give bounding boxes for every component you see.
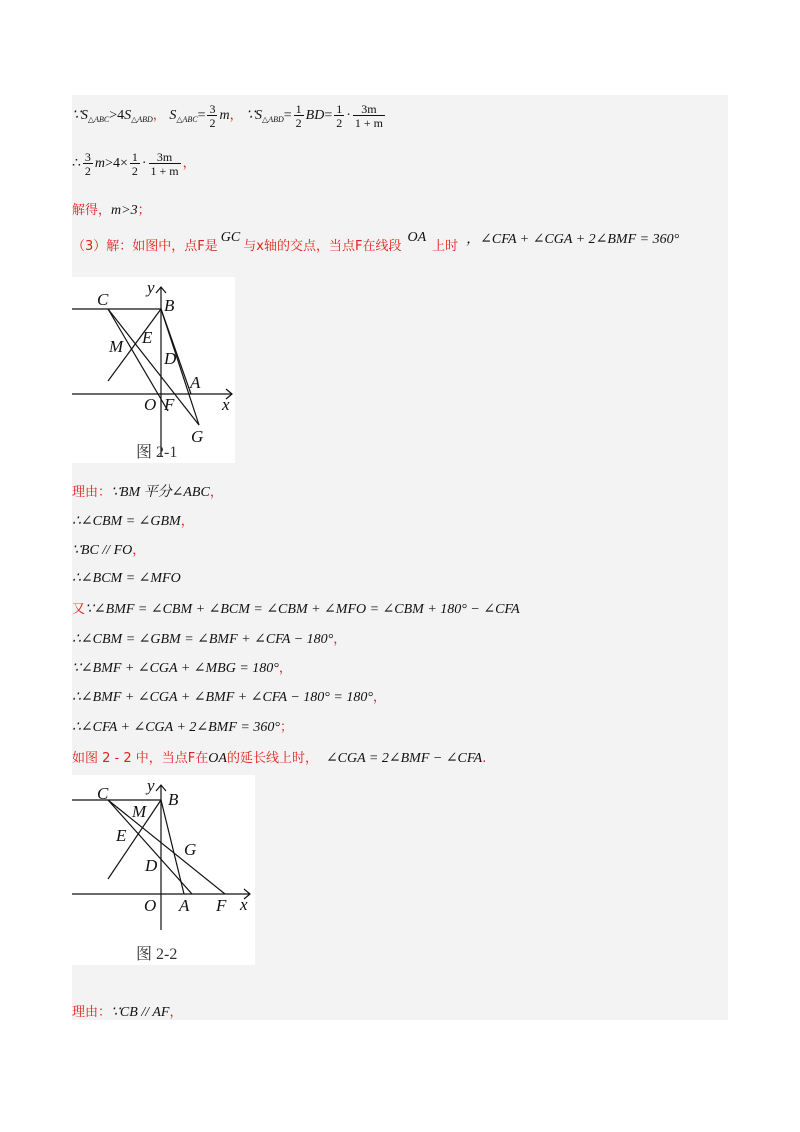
segment-label: GC [220,230,241,245]
fraction [130,151,140,177]
label-x: x [240,895,248,914]
comparison-operator: >4× [105,156,128,172]
area-comparison-line [72,103,387,129]
label-b: B [168,790,179,809]
label-d: D [164,349,177,368]
label-o: O [144,896,157,915]
separator: ， [169,1005,183,1020]
figure-2-2 [72,775,255,965]
label-a: A [190,373,201,392]
separator: . [482,751,487,766]
fraction [149,151,181,177]
area-subscript: △ABC [87,115,110,125]
reason-statement: ∵∠BMF = ∠CBM + ∠BCM = ∠CBM + ∠MFO = ∠CBM + 180° − ∠CFA [85,602,520,617]
label-a: A [179,896,190,915]
because-symbol: ∵ [72,108,81,124]
denominator: 2 [295,116,302,130]
denominator: 2 [209,116,216,130]
reason-line-2 [72,510,194,530]
label-m: M [109,337,124,356]
label-e: E [116,826,127,845]
denominator: 2 [84,164,91,178]
separator: ， [229,108,243,124]
point-label: F [187,751,196,766]
numerator: 3m [361,102,377,116]
label-c: C [97,784,109,803]
separator: ， [152,108,166,124]
denominator: 2 [336,116,343,130]
segment-ba [161,800,184,894]
figure-2-1-diagram [72,277,235,463]
equals-sign: = [197,108,206,124]
angle-sum-formula: ，∠CFA + ∠CGA + 2∠BMF = 360° [466,232,680,247]
label-e: E [142,328,153,347]
angle-relation-formula: ∠CGA = 2∠BMF − ∠CFA [325,751,483,766]
fraction [334,103,344,129]
case2-statement [72,747,486,767]
equals-sign: = [283,108,292,124]
segment-label: OA [208,751,227,766]
segment-cf [108,309,168,411]
numerator: 1 [131,150,138,164]
separator: ， [132,543,146,558]
area-symbol: S [255,108,263,124]
statement-text: 与 [243,239,257,254]
denominator: 1 + m [354,116,384,130]
variable: m [219,108,230,124]
label-c: C [97,290,109,309]
numerator: 3 [84,150,91,164]
label-o: O [144,395,157,414]
denominator: 2 [131,164,138,178]
separator: ， [333,632,347,647]
numerator: 3 [209,102,216,116]
area-subscript: △ABC [176,115,198,125]
point-label: F [197,239,205,254]
segment-ca [108,800,192,894]
inequality-line [72,151,196,177]
reason-line-3 [72,539,145,559]
solved-label: 解得， [72,203,112,218]
reason-line-5 [72,598,520,618]
area-symbol: S [169,108,177,124]
separator: ， [209,485,223,500]
statement-text: 上时 [432,239,459,254]
statement-text: 轴的交点，当点 [263,239,355,254]
label-f: F [216,896,227,915]
reason-statement: ∵∠BMF + ∠CGA + ∠MBG = 180° [72,661,279,676]
reason-line-7 [72,657,292,677]
label-b: B [164,296,175,315]
label-y: y [147,776,155,795]
reason-line-1 [72,481,223,501]
separator: ； [279,720,293,735]
result-inequality: m>3 [111,203,138,218]
separator: ， [182,156,196,172]
because-symbol: ∵ [246,108,256,124]
multiply-dot: · [346,108,351,124]
reason-line-final [72,1001,182,1021]
reason-statement: ∴∠CFA + ∠CGA + 2∠BMF = 360° [72,720,280,735]
comparison-operator: >4 [109,108,125,124]
variable: m [94,156,106,172]
reason-line-4 [72,569,181,587]
reason-statement: ∴∠BMF + ∠CGA + ∠BMF + ∠CFA − 180° = 180° [72,690,373,705]
figure-caption: 图 2-1 [136,444,178,461]
label-g: G [191,427,204,446]
figure-2-2-diagram [72,775,255,965]
case2-intro: 如图 2 - 2 中，当点 [72,751,188,766]
denominator: 1 + m [150,164,179,178]
segment-label: OA [407,230,427,245]
equals-sign: = [324,108,333,124]
reason-statement: ∵BC // FO [72,543,133,558]
label-y: y [147,278,155,297]
fraction [353,103,385,129]
figure-2-1 [72,277,235,463]
reason-line-9 [72,716,293,736]
reason-statement: ∴∠BCM = ∠MFO [72,571,181,586]
reason-line-8 [72,686,386,706]
reason-statement: ∴∠CBM = ∠GBM = ∠BMF + ∠CFA − 180° [72,632,334,647]
numerator: 1 [336,102,343,116]
reason-label: 理由： [72,1005,112,1020]
area-subscript: △ABD [262,115,284,125]
label-g: G [184,840,197,859]
label-x: x [222,395,230,414]
label-m: M [132,802,147,821]
area-subscript: △ABD [131,115,153,125]
reason-statement: ∵CB // AF [111,1005,170,1020]
label-d: D [145,856,158,875]
statement-text: 的延长线上时， [226,751,318,766]
numerator: 3m [156,150,173,164]
segment-cf [108,800,225,894]
part3-intro: （3）解：如图中，点 [72,239,198,254]
reason-label: 理由： [72,485,112,500]
figure-caption: 图 2-2 [136,946,178,963]
multiply-dot: · [141,156,147,172]
area-symbol: S [80,108,88,124]
axis-label: x [256,239,264,254]
separator: ， [180,514,194,529]
label-f: F [164,395,175,414]
area-symbol: S [124,108,132,124]
reason-label: 又 [72,602,86,617]
point-label: F [354,239,363,254]
separator: ； [137,203,151,218]
solution-page [72,95,728,1020]
statement-text: 在 [195,751,209,766]
therefore-symbol: ∴ [72,156,81,172]
reason-statement: ∴∠CBM = ∠GBM [72,514,181,529]
fraction [207,103,217,129]
fraction [294,103,304,129]
reason-line-6 [72,628,346,648]
reason-statement: ∵BM 平分∠ABC [111,485,210,500]
statement-text: 是 [204,239,218,254]
separator: ， [372,690,386,705]
fraction [83,151,93,177]
solution-result-line [72,199,151,219]
segment-label: BD [305,108,325,124]
part3-statement [72,230,680,255]
numerator: 1 [295,102,302,116]
separator: ， [278,661,292,676]
statement-text: 在线段 [362,239,402,254]
